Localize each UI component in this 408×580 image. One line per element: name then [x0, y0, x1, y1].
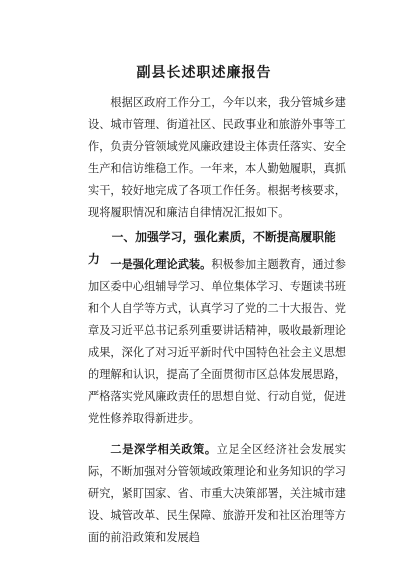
paragraph-lead-policy: 二是深学相关政策。	[110, 442, 217, 456]
paragraph-body-policy: 立足全区经济社会发展实际，不断加强对分管领域政策理论和业务知识的学习研究，紧盯国家、省、市重大决策部署，关注城市建设、城管改革、民生保障、旅游开发和社区治理等方面的前沿政策和发展趋	[88, 443, 346, 544]
paragraph-lead-theory: 一是强化理论武装。	[110, 257, 212, 271]
section-heading-1: 一、加强学习，强化素质，不断提高履职能力	[88, 230, 336, 266]
intro-paragraph: 根据区政府工作分工，今年以来，我分管城乡建设、城市管理、街道社区、民政事业和旅游外事等工作，负责分管领域党风廉政建设主体责任落实、安全生产和信访维稳工作。一年来，本人勤勉履职，真抓实干，较好地完成了各项工作任务。根据考核要求，现将履职情况和廉洁自律情况汇报如下。	[88, 96, 346, 219]
document-title: 副县长述职述廉报告	[136, 65, 272, 81]
paragraph-body-theory: 积极参加主题教育，通过参加区委中心组辅导学习、单位集体学习、专题读书班和个人自学等方式，认真学习了党的二十大报告、党章及习近平总书记系列重要讲话精神，吸收最新理论成果，深化了对习近平新时代中国特色社会主义思想的理解和认识，提高了全面贯彻市区总体发展思路，严格落实党风廉政责任的思想自觉、行动自觉，促进党性修养取得新进步。	[88, 258, 346, 425]
paragraph-theory-study	[88, 253, 346, 430]
paragraph-policy-study	[88, 438, 346, 549]
